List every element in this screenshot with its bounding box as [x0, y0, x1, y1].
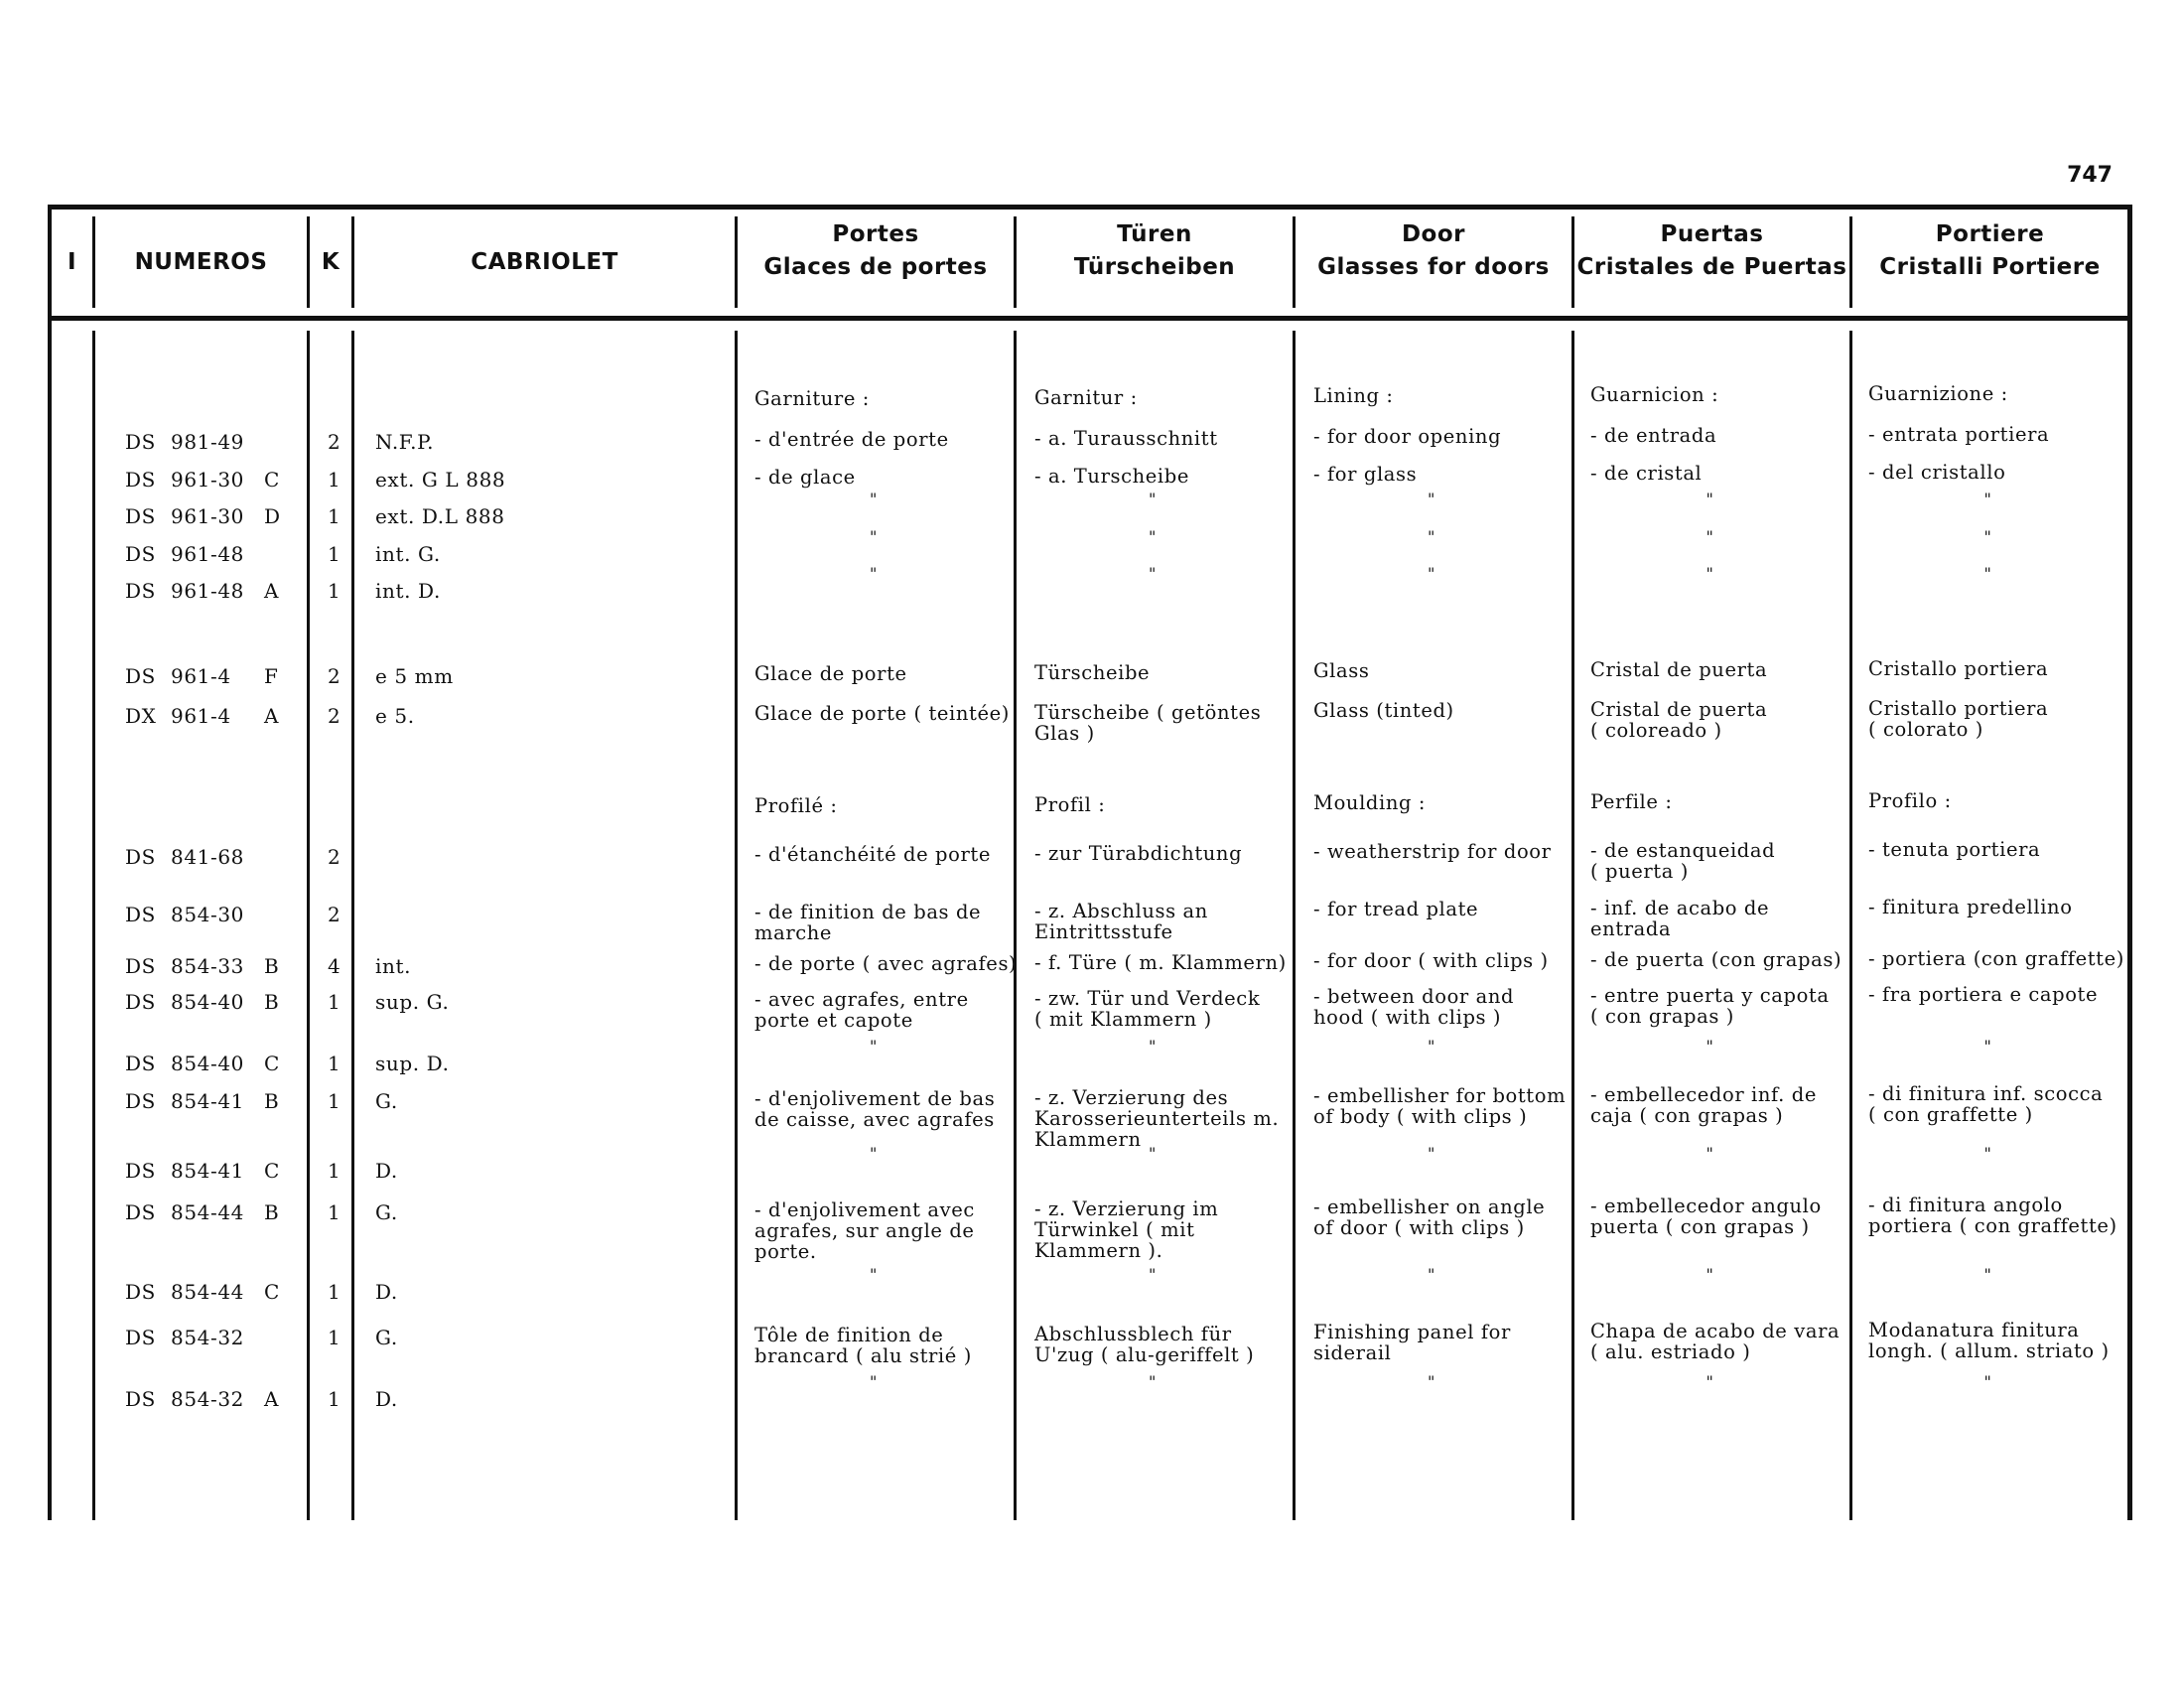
part-number: 981-49	[171, 430, 244, 454]
quantity-k: 1	[328, 1387, 341, 1411]
cabriolet-note: G.	[375, 1326, 398, 1349]
description-en: Glass	[1313, 659, 1370, 682]
ditto-mark: "	[1428, 1037, 1435, 1055]
cabriolet-note: sup. D.	[375, 1052, 450, 1075]
description-it: - finitura predellino	[1868, 896, 2073, 918]
header-italian: Portiere Cristalli Portiere	[1879, 221, 2101, 280]
description-de: - z. Verzierung des	[1034, 1086, 1229, 1109]
part-suffix: B	[264, 1089, 280, 1113]
part-prefix: DS	[125, 990, 156, 1014]
description-de: Türscheibe	[1034, 661, 1151, 684]
part-prefix: DS	[125, 1326, 156, 1349]
description-fr: - d'entrée de porte	[754, 428, 949, 451]
description-en: - for tread plate	[1313, 898, 1479, 920]
col-sep	[307, 331, 310, 1520]
part-prefix: DS	[125, 468, 156, 492]
description-fr: - de porte ( avec agrafes)	[754, 952, 1018, 975]
part-number: 854-44	[171, 1280, 244, 1304]
ditto-mark: "	[870, 490, 878, 508]
description-en: siderail	[1313, 1341, 1392, 1364]
description-de: Türscheibe ( getöntes	[1034, 701, 1262, 724]
description-en: Finishing panel for	[1313, 1321, 1511, 1343]
description-es: Chapa de acabo de vara	[1590, 1320, 1841, 1342]
ditto-mark: "	[1428, 564, 1435, 583]
description-es: - embellecedor angulo	[1590, 1195, 1822, 1217]
ditto-mark: "	[1706, 1265, 1713, 1284]
ditto-mark: "	[870, 1144, 878, 1163]
description-fr: agrafes, sur angle de	[754, 1219, 975, 1242]
description-en: - weatherstrip for door	[1313, 840, 1552, 863]
group-label-garniture-it: Guarnizione :	[1868, 382, 2008, 405]
part-prefix: DS	[125, 1200, 156, 1224]
description-it: - tenuta portiera	[1868, 838, 2041, 861]
header-k: K	[321, 249, 341, 275]
part-number: 841-68	[171, 845, 244, 869]
ditto-mark: "	[1706, 1144, 1713, 1163]
description-de: Glas )	[1034, 722, 1095, 745]
col-sep	[1293, 331, 1296, 1520]
description-it: - fra portiera e capote	[1868, 983, 2099, 1006]
part-number: 854-30	[171, 903, 244, 926]
part-suffix: C	[264, 1052, 280, 1075]
part-suffix: A	[264, 704, 280, 728]
description-fr: Glace de porte	[754, 662, 907, 685]
header-french: Portes Glaces de portes	[763, 221, 988, 280]
ditto-mark: "	[1149, 527, 1157, 546]
cabriolet-note: e 5 mm	[375, 664, 454, 688]
part-suffix: A	[264, 579, 280, 603]
cabriolet-note: N.F.P.	[375, 430, 435, 454]
description-it: Modanatura finitura	[1868, 1319, 2080, 1341]
header-numeros: NUMEROS	[134, 249, 268, 275]
group-label-profile-es: Perfile :	[1590, 790, 1673, 813]
part-suffix: C	[264, 1280, 280, 1304]
part-number: 961-48	[171, 579, 244, 603]
part-suffix: D	[264, 504, 281, 528]
cabriolet-note: int. D.	[375, 579, 441, 603]
header-col-i: I	[67, 249, 77, 275]
ditto-mark: "	[1706, 490, 1713, 508]
cabriolet-note: D.	[375, 1280, 398, 1304]
description-en: - embellisher on angle	[1313, 1196, 1546, 1218]
group-label-profile-de: Profil :	[1034, 793, 1106, 816]
description-fr: marche	[754, 921, 833, 944]
description-es: ( alu. estriado )	[1590, 1340, 1751, 1363]
part-number: 961-30	[171, 504, 244, 528]
col-sep	[1014, 331, 1017, 1520]
description-fr: brancard ( alu strié )	[754, 1344, 972, 1367]
quantity-k: 2	[328, 664, 341, 688]
description-es: caja ( con grapas )	[1590, 1104, 1784, 1127]
quantity-k: 1	[328, 468, 341, 492]
description-fr: porte.	[754, 1240, 817, 1263]
part-number: 961-48	[171, 542, 244, 566]
quantity-k: 4	[328, 954, 341, 978]
group-label-garniture-en: Lining :	[1313, 384, 1394, 407]
description-es: - de puerta (con grapas)	[1590, 948, 1843, 971]
ditto-mark: "	[1706, 1372, 1713, 1391]
description-de: - a. Turausschnitt	[1034, 427, 1218, 450]
description-de: ( mit Klammern )	[1034, 1008, 1212, 1031]
description-fr: de caisse, avec agrafes	[754, 1108, 995, 1131]
quantity-k: 1	[328, 1159, 341, 1183]
description-es: ( puerta )	[1590, 860, 1689, 883]
table-top-rule	[48, 205, 2132, 210]
quantity-k: 1	[328, 1052, 341, 1075]
group-label-profile-it: Profilo :	[1868, 789, 1952, 812]
part-prefix: DS	[125, 430, 156, 454]
description-de: - zur Türabdichtung	[1034, 842, 1243, 865]
part-suffix: C	[264, 1159, 280, 1183]
cabriolet-note: ext. G L 888	[375, 468, 506, 492]
description-fr: - d'enjolivement de bas	[754, 1087, 996, 1110]
part-prefix: DS	[125, 954, 156, 978]
part-prefix: DX	[125, 704, 157, 728]
description-fr: - avec agrafes, entre	[754, 988, 969, 1011]
quantity-k: 2	[328, 845, 341, 869]
description-en: of door ( with clips )	[1313, 1216, 1525, 1239]
description-it: - del cristallo	[1868, 461, 2006, 484]
ditto-mark: "	[1983, 1037, 1991, 1055]
description-de: - z. Verzierung im	[1034, 1197, 1219, 1220]
part-prefix: DS	[125, 1052, 156, 1075]
description-es: - de estanqueidad	[1590, 839, 1776, 862]
description-en: - between door and	[1313, 985, 1515, 1008]
cabriolet-note: int. G.	[375, 542, 441, 566]
description-es: - de entrada	[1590, 424, 1717, 447]
ditto-mark: "	[1983, 1372, 1991, 1391]
description-de: - zw. Tür und Verdeck	[1034, 987, 1261, 1010]
description-de: - a. Turscheibe	[1034, 465, 1189, 488]
ditto-mark: "	[1428, 1144, 1435, 1163]
description-de: Abschlussblech für	[1034, 1323, 1232, 1345]
cabriolet-note: sup. G.	[375, 990, 450, 1014]
description-es: Cristal de puerta	[1590, 698, 1768, 721]
part-prefix: DS	[125, 664, 156, 688]
ditto-mark: "	[1983, 527, 1991, 546]
header-german: Türen Türscheiben	[1073, 221, 1236, 280]
ditto-mark: "	[1428, 1265, 1435, 1284]
description-it: ( colorato )	[1868, 718, 1983, 741]
ditto-mark: "	[1983, 1265, 1991, 1284]
ditto-mark: "	[1149, 564, 1157, 583]
table-right-border	[2127, 205, 2132, 1520]
part-prefix: DS	[125, 504, 156, 528]
description-fr: - d'étanchéité de porte	[754, 843, 991, 866]
description-es: Cristal de puerta	[1590, 658, 1768, 681]
cabriolet-note: G.	[375, 1200, 398, 1224]
quantity-k: 1	[328, 579, 341, 603]
part-prefix: DS	[125, 1280, 156, 1304]
description-de: Karosserieunterteils m.	[1034, 1107, 1280, 1130]
part-prefix: DS	[125, 1089, 156, 1113]
col-sep	[92, 331, 95, 1520]
quantity-k: 1	[328, 1200, 341, 1224]
col-sep	[351, 331, 354, 1520]
part-number: 854-40	[171, 1052, 244, 1075]
header-english: Door Glasses for doors	[1317, 221, 1550, 280]
part-suffix: B	[264, 954, 280, 978]
description-it: - di finitura inf. scocca	[1868, 1082, 2104, 1105]
description-es: - de cristal	[1590, 462, 1703, 485]
description-es: ( con grapas )	[1590, 1005, 1734, 1028]
part-number: 961-4	[171, 664, 231, 688]
ditto-mark: "	[1428, 1372, 1435, 1391]
ditto-mark: "	[1706, 564, 1713, 583]
description-fr: - d'enjolivement avec	[754, 1198, 975, 1221]
table-left-border	[48, 205, 52, 1520]
cabriolet-note: G.	[375, 1089, 398, 1113]
part-number: 854-41	[171, 1159, 244, 1183]
description-de: - z. Abschluss an	[1034, 900, 1208, 922]
ditto-mark: "	[1149, 1265, 1157, 1284]
part-suffix: B	[264, 990, 280, 1014]
part-suffix: B	[264, 1200, 280, 1224]
cabriolet-note: e 5.	[375, 704, 415, 728]
description-de: Eintrittsstufe	[1034, 920, 1173, 943]
description-es: - embellecedor inf. de	[1590, 1083, 1817, 1106]
description-en: - embellisher for bottom	[1313, 1084, 1567, 1107]
part-number: 854-40	[171, 990, 244, 1014]
cabriolet-note: D.	[375, 1387, 398, 1411]
part-number: 854-33	[171, 954, 244, 978]
part-prefix: DS	[125, 579, 156, 603]
quantity-k: 1	[328, 1326, 341, 1349]
part-prefix: DS	[125, 1387, 156, 1411]
description-fr: - de glace	[754, 466, 856, 489]
part-prefix: DS	[125, 845, 156, 869]
description-de: Türwinkel ( mit	[1034, 1218, 1195, 1241]
ditto-mark: "	[1149, 1037, 1157, 1055]
ditto-mark: "	[1149, 1144, 1157, 1163]
part-suffix: A	[264, 1387, 280, 1411]
description-it: longh. ( allum. striato )	[1868, 1339, 2110, 1362]
header-spanish: Puertas Cristales de Puertas	[1576, 221, 1847, 280]
description-it: - portiera (con graffette)	[1868, 947, 2124, 970]
col-sep	[1849, 331, 1852, 1520]
description-fr: Glace de porte ( teintée)	[754, 702, 1010, 725]
quantity-k: 1	[328, 1089, 341, 1113]
quantity-k: 1	[328, 542, 341, 566]
description-it: - entrata portiera	[1868, 423, 2050, 446]
ditto-mark: "	[870, 1265, 878, 1284]
description-de: - f. Türe ( m. Klammern)	[1034, 951, 1287, 974]
col-sep	[1571, 331, 1574, 1520]
part-number: 854-41	[171, 1089, 244, 1113]
quantity-k: 1	[328, 1280, 341, 1304]
ditto-mark: "	[1983, 490, 1991, 508]
part-prefix: DS	[125, 903, 156, 926]
description-fr: - de finition de bas de	[754, 901, 982, 923]
description-es: ( coloreado )	[1590, 719, 1722, 742]
group-label-profile-fr: Profilé :	[754, 794, 838, 817]
description-en: - for glass	[1313, 463, 1418, 486]
part-number: 961-30	[171, 468, 244, 492]
group-label-garniture-fr: Garniture :	[754, 387, 870, 410]
part-suffix: F	[264, 664, 279, 688]
ditto-mark: "	[1706, 527, 1713, 546]
ditto-mark: "	[870, 1372, 878, 1391]
part-prefix: DS	[125, 542, 156, 566]
description-es: puerta ( con grapas )	[1590, 1215, 1810, 1238]
description-it: portiera ( con graffette)	[1868, 1214, 2117, 1237]
page-number: 747	[2067, 163, 2113, 188]
description-de: U'zug ( alu-geriffelt )	[1034, 1343, 1255, 1366]
description-es: - inf. de acabo de	[1590, 897, 1770, 919]
group-label-garniture-es: Guarnicion :	[1590, 383, 1719, 406]
quantity-k: 2	[328, 704, 341, 728]
cabriolet-note: int.	[375, 954, 412, 978]
header-cabriolet: CABRIOLET	[471, 249, 618, 275]
description-en: - for door ( with clips )	[1313, 949, 1549, 972]
header-bottom-rule	[52, 316, 2132, 321]
description-it: Cristallo portiera	[1868, 657, 2049, 680]
part-suffix: C	[264, 468, 280, 492]
quantity-k: 2	[328, 430, 341, 454]
description-es: - entre puerta y capota	[1590, 984, 1830, 1007]
description-en: Glass (tinted)	[1313, 699, 1454, 722]
quantity-k: 1	[328, 990, 341, 1014]
col-sep	[735, 331, 738, 1520]
description-en: - for door opening	[1313, 425, 1502, 448]
part-prefix: DS	[125, 1159, 156, 1183]
group-label-garniture-de: Garnitur :	[1034, 386, 1138, 409]
description-es: entrada	[1590, 917, 1672, 940]
description-de: Klammern	[1034, 1128, 1142, 1151]
quantity-k: 1	[328, 504, 341, 528]
ditto-mark: "	[1428, 527, 1435, 546]
ditto-mark: "	[1149, 490, 1157, 508]
description-it: - di finitura angolo	[1868, 1194, 2063, 1216]
description-fr: porte et capote	[754, 1009, 913, 1032]
ditto-mark: "	[1983, 564, 1991, 583]
quantity-k: 2	[328, 903, 341, 926]
description-it: ( con graffette )	[1868, 1103, 2033, 1126]
description-de: Klammern ).	[1034, 1239, 1163, 1262]
part-number: 854-32	[171, 1326, 244, 1349]
part-number: 854-44	[171, 1200, 244, 1224]
description-en: of body ( with clips )	[1313, 1105, 1528, 1128]
ditto-mark: "	[870, 1037, 878, 1055]
ditto-mark: "	[1983, 1144, 1991, 1163]
part-number: 961-4	[171, 704, 231, 728]
cabriolet-note: D.	[375, 1159, 398, 1183]
ditto-mark: "	[870, 527, 878, 546]
cabriolet-note: ext. D.L 888	[375, 504, 505, 528]
ditto-mark: "	[1706, 1037, 1713, 1055]
ditto-mark: "	[1149, 1372, 1157, 1391]
description-en: hood ( with clips )	[1313, 1006, 1502, 1029]
ditto-mark: "	[870, 564, 878, 583]
ditto-mark: "	[1428, 490, 1435, 508]
group-label-profile-en: Moulding :	[1313, 791, 1427, 814]
part-number: 854-32	[171, 1387, 244, 1411]
description-it: Cristallo portiera	[1868, 697, 2049, 720]
description-fr: Tôle de finition de	[754, 1324, 944, 1346]
